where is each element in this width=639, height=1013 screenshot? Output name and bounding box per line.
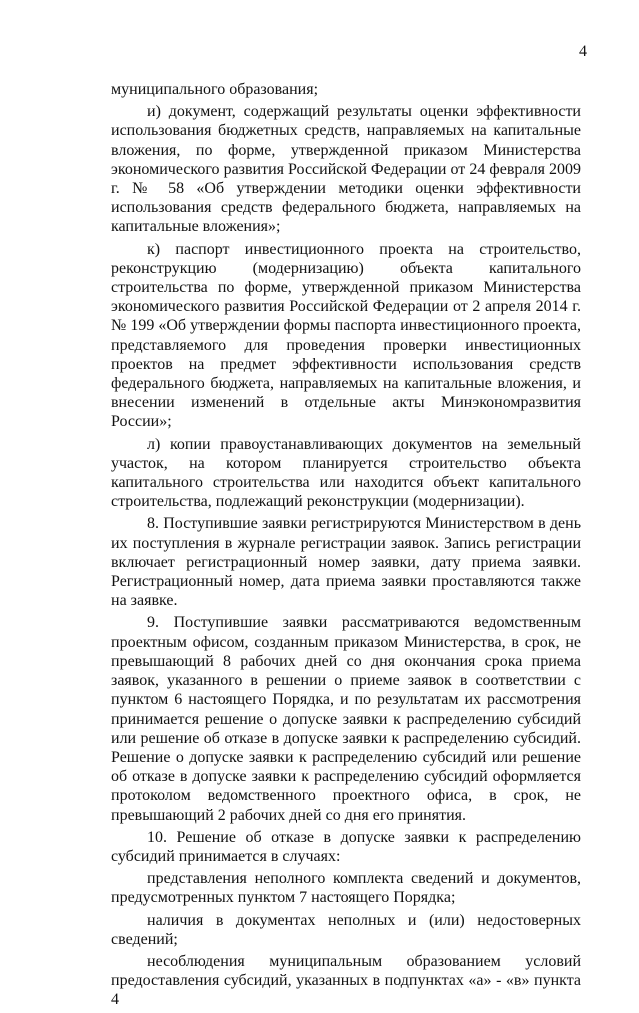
- document-body: [111, 80, 581, 1013]
- paragraph-case-incomplete: представления неполного комплекта сведений и документов, предусмотренных пунктом 7 настоящего Порядка;: [111, 870, 581, 907]
- paragraph-continuation: муниципального образования;: [111, 81, 319, 98]
- paragraph-item-i: и) документ, содержащий результаты оценки эффективности использования бюджетных средств, направляемых на капитальные вложения, по форме, утвержденной приказом Министерства экономического развития Российской Федерации от 24 февраля 2009 г. № 58 «Об утверждении методики оценки эффективности использования средств федерального бюджета, направляемых на капитальные вложения»;: [111, 103, 581, 236]
- paragraph-case-inaccurate: наличия в документах неполных и (или) недостоверных сведений;: [111, 911, 581, 948]
- paragraph-clause-10: 10. Решение об отказе в допуске заявки к распределению субсидий принимается в случаях:: [111, 828, 581, 865]
- paragraph-clause-9: 9. Поступившие заявки рассматриваются ведомственным проектным офисом, созданным приказом Министерства, в срок, не превышающий 8 рабочих дней со дня окончания срока приема заявок, указанного в решении о приеме заявок в соответствии с пунктом 6 настоящего Порядка, и по результатам их рассмотрения принимается решение о допуске заявки к распределению субсидий или решение об отказе в допуске заявки к распределению субсидий. Решение о допуске заявки к распределению субсидий или решение об отказе в допуске заявки к распределению субсидий оформляется протоколом ведомственного проектного офиса, в срок, не превышающий 2 рабочих дней со дня его принятия.: [111, 614, 581, 824]
- paragraph-item-l: л) копии правоустанавливающих документов на земельный участок, на котором планируется строительство объекта капитального строительства или находится объект капитального строительства, подлежащий реконструкции (модернизации).: [111, 435, 581, 511]
- paragraph-case-noncompliance: несоблюдения муниципальным образованием условий предоставления субсидий, указанных в подпунктах «а» - «в» пункта 4: [111, 952, 581, 1009]
- page-number: 4: [579, 43, 587, 60]
- paragraph-clause-8: 8. Поступившие заявки регистрируются Министерством в день их поступления в журнале регистрации заявок. Запись регистрации включает регистрационный номер заявки, дату приема заявки. Регистрационный номер, дата приема заявки проставляются также на заявке.: [111, 515, 581, 610]
- paragraph-item-k: к) паспорт инвестиционного проекта на строительство, реконструкцию (модернизацию) объекта капитального строительства по форме, утвержденной приказом Министерства экономического развития Российской Федерации от 2 апреля 2014 г. № 199 «Об утверждении формы паспорта инвестиционного проекта, представляемого для проведения проверки инвестиционных проектов на предмет эффективности использования средств федерального бюджета, направляемых на капитальные вложения, и внесении изменений в отдельные акты Минэкономразвития России»;: [111, 240, 581, 431]
